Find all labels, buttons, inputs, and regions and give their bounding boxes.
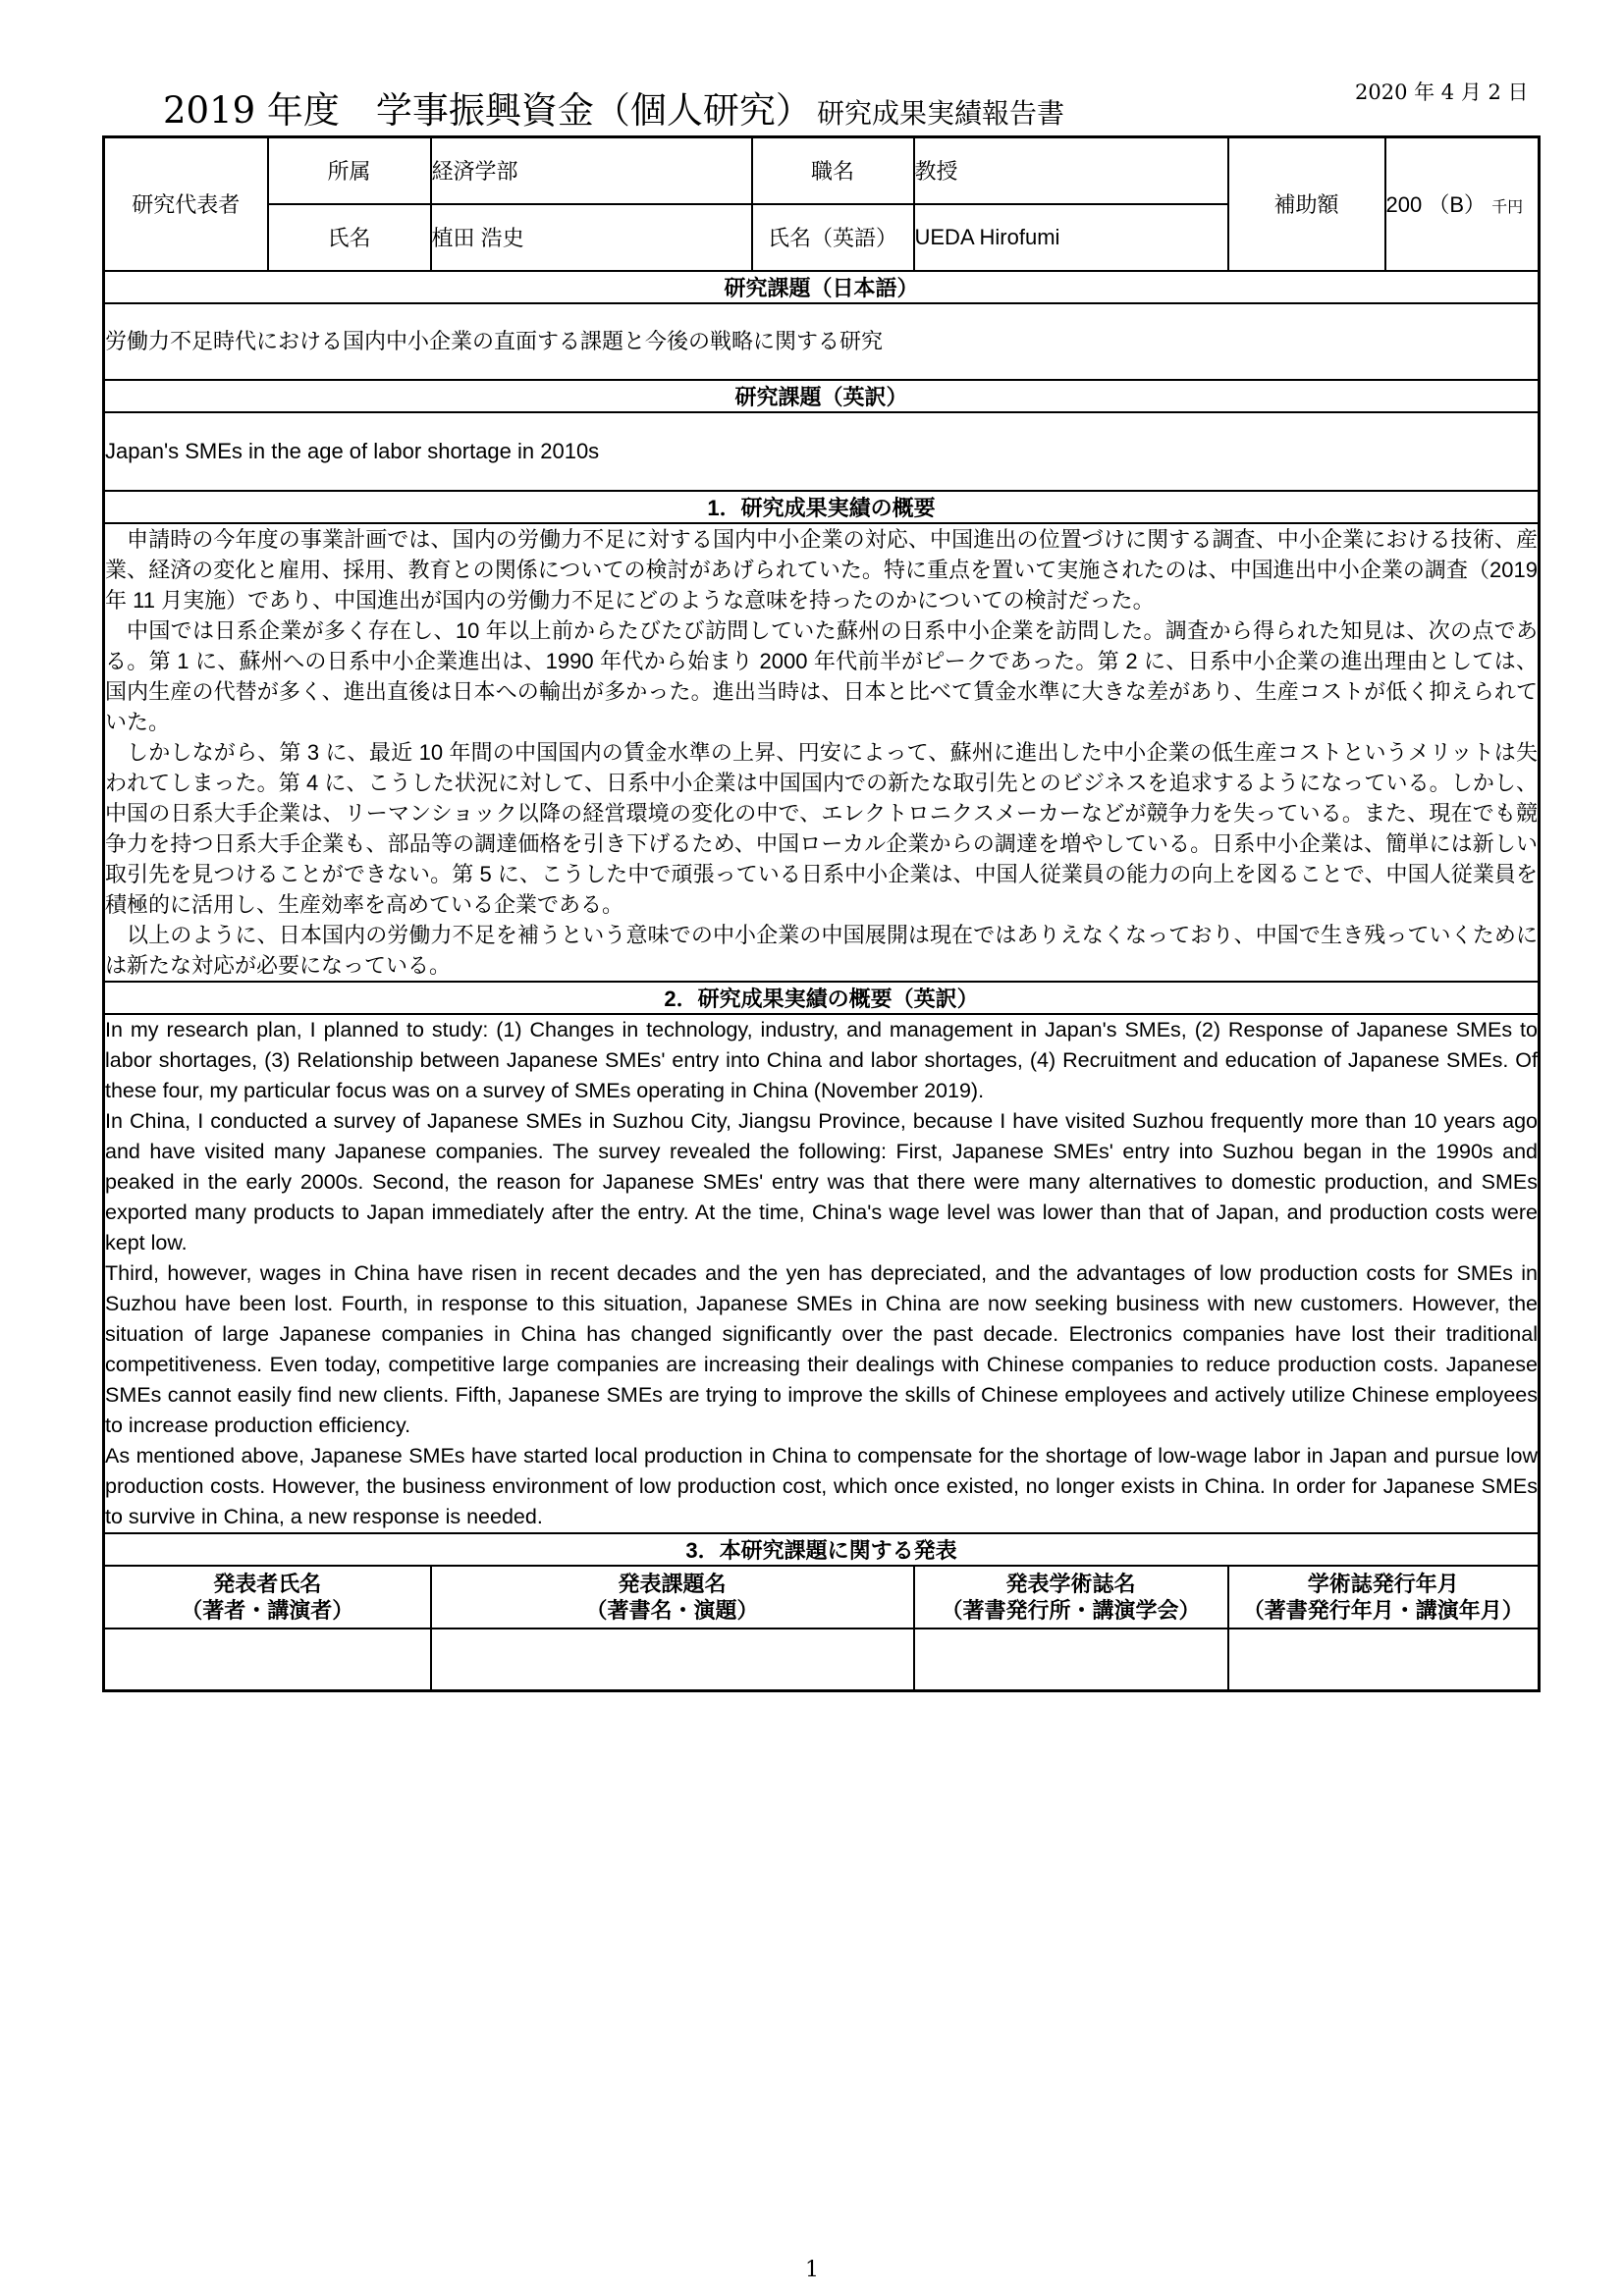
summary-en-paragraph: Third, however, wages in China have risen in recent decades and the yen has depreciated, and the advantages of low production costs for SMEs in Suzhou have been lost. Fourth, in response to this situation, Japanese SMEs in China are now seeking business with new customers. However, the situation of large Japanese companies in China has changed significantly over the past decade. Electronics companies have lost their traditional competitiveness. Even today, competitive large companies are increasing their dealings with Chinese companies to reduce production costs. Japanese SMEs cannot easily find new clients. Fifth, Japanese SMEs are trying to improve the skills of Chinese employees and actively utilize Chinese employees to increase production efficiency.	[105, 1260, 1538, 1437]
summary-ja-paragraph: 中国では日系企業が多く存在し、10 年以上前からたびたび訪問していた蘇州の日系中小企業を訪問した。調査から得られた知見は、次の点である。第 1 に、蘇州への日系中小企業進出は、1990 年代から始まり 2000 年代前半がピークであった。第 2 に、日系中小企業の進出理由としては、国内生産の代替が多く、進出直後は日本への輸出が多かった。進出当時は、日本と比べて賃金水準に大きな差があり、生産コストが低く抑えられていた。	[105, 617, 1538, 734]
pub-col-journal	[914, 1566, 1228, 1629]
summary-ja-header: 1．研究成果実績の概要	[104, 491, 1540, 523]
pub-col-journal-line1: 発表学術誌名	[1005, 1571, 1136, 1596]
grant-unit: 千円	[1491, 199, 1524, 217]
topic-ja-header: 研究課題（日本語）	[104, 271, 1540, 303]
summary-en-body	[104, 1014, 1540, 1533]
summary-en-paragraph: In China, I conducted a survey of Japanese SMEs in Suzhou City, Jiangsu Province, because I have visited Suzhou frequently more than 10 years ago and have visited many Japanese companies. The survey revealed the following: First, Japanese SMEs' entry into Suzhou began in the 1990s and peaked in the early 2000s. Second, the reason for Japanese SMEs' entry was that there were many alternatives to domestic production, and SMEs exported many products to Japan immediately after the entry. At the time, China's wage level was lower than that of Japan, and production costs were kept low.	[105, 1108, 1538, 1255]
affiliation-label: 所属	[268, 137, 431, 204]
title-main: 2019 年度 学事振興資金（個人研究）	[163, 89, 812, 132]
pub-cell-author	[104, 1629, 431, 1691]
pub-col-author-line1: 発表者氏名	[213, 1571, 322, 1596]
pub-col-author-line2: （著者・講演者）	[181, 1597, 354, 1623]
report-table	[102, 135, 1541, 1692]
summary-ja-paragraph: 以上のように、日本国内の労働力不足を補うという意味での中小企業の中国展開は現在ではありえなくなっており、中国で生き残っていくためには新たな対応が必要になっている。	[105, 922, 1538, 978]
pub-cell-date	[1228, 1629, 1540, 1691]
topic-en-text: Japan's SMEs in the age of labor shortage in 2010s	[104, 412, 1540, 491]
grant-amount: 200 （B）	[1385, 192, 1486, 218]
name-en-value: UEDA Hirofumi	[914, 204, 1228, 271]
pub-col-title-line1: 発表課題名	[618, 1571, 727, 1596]
pub-col-title-line2: （著書名・演題）	[585, 1597, 759, 1623]
name-en-label: 氏名（英語）	[752, 204, 914, 271]
pub-col-date	[1228, 1566, 1540, 1629]
pub-col-title	[431, 1566, 914, 1629]
pub-col-author	[104, 1566, 431, 1629]
summary-en-header: 2．研究成果実績の概要（英訳）	[104, 982, 1540, 1014]
summary-en-paragraph: In my research plan, I planned to study: (1) Changes in technology, industry, and management in Japan's SMEs, (2) Response of Japanese SMEs to labor shortages, (3) Relationship between Japanese SMEs' entry into China and labor shortages, (4) Recruitment and education of Japanese SMEs. Of these four, my particular focus was on a survey of SMEs operating in China (November 2019).	[105, 1017, 1538, 1102]
summary-en-paragraph: As mentioned above, Japanese SMEs have started local production in China to compensate for the shortage of low-wage labor in Japan and pursue low production costs. However, the business environment of low production cost, which once existed, no longer exists in China. In order for Japanese SMEs to survive in China, a new response is needed.	[105, 1443, 1538, 1528]
pub-cell-journal	[914, 1629, 1228, 1691]
pub-col-journal-line2: （著書発行所・講演学会）	[941, 1597, 1201, 1623]
summary-ja-paragraph: 申請時の今年度の事業計画では、国内の労働力不足に対する国内中小企業の対応、中国進出の位置づけに関する調査、中小企業における技術、産業、経済の変化と雇用、採用、教育との関係についての検討があげられていた。特に重点を置いて実施されたのは、中国進出中小企業の調査（2019 年 11 月実施）であり、中国進出が国内の労働力不足にどのような意味を持ったのかについての検討だった。	[105, 526, 1538, 613]
page-title	[163, 80, 1064, 133]
topic-en-header: 研究課題（英訳）	[104, 380, 1540, 412]
position-value: 教授	[914, 137, 1228, 204]
name-value: 植田 浩史	[431, 204, 752, 271]
affiliation-value: 経済学部	[431, 137, 752, 204]
representative-label: 研究代表者	[104, 137, 268, 271]
name-label: 氏名	[268, 204, 431, 271]
title-sub: 研究成果実績報告書	[817, 97, 1065, 130]
pub-cell-title	[431, 1629, 914, 1691]
page-number: 1	[805, 2258, 819, 2282]
position-label: 職名	[752, 137, 914, 204]
summary-ja-body	[104, 523, 1540, 982]
publications-header: 3．本研究課題に関する発表	[104, 1533, 1540, 1566]
topic-ja-text: 労働力不足時代における国内中小企業の直面する課題と今後の戦略に関する研究	[104, 303, 1540, 380]
grant-value	[1385, 137, 1540, 271]
report-date: 2020 年 4 月 2 日	[1355, 80, 1529, 104]
grant-label: 補助額	[1228, 137, 1385, 271]
pub-col-date-line2: （著書発行年月・講演年月）	[1242, 1597, 1524, 1623]
pub-col-date-line1: 学術誌発行年月	[1307, 1571, 1459, 1596]
summary-ja-paragraph: しかしながら、第 3 に、最近 10 年間の中国国内の賃金水準の上昇、円安によって、蘇州に進出した中小企業の低生産コストというメリットは失われてしまった。第 4 に、こうした状況に対して、日系中小企業は中国国内での新たな取引先とのビジネスを追求するようになっている。しかし、中国の日系大手企業は、リーマンショック以降の経営環境の変化の中で、エレクトロニクスメーカーなどが競争力を失っている。また、現在でも競争力を持つ日系大手企業も、部品等の調達価格を引き下げるため、中国ローカル企業からの調達を増やしている。日系中小企業は、簡単には新しい取引先を見つけることができない。第 5 に、こうした中で頑張っている日系中小企業は、中国人従業員の能力の向上を図ることで、中国人従業員を積極的に活用し、生産効率を高めている企業である。	[105, 739, 1538, 917]
